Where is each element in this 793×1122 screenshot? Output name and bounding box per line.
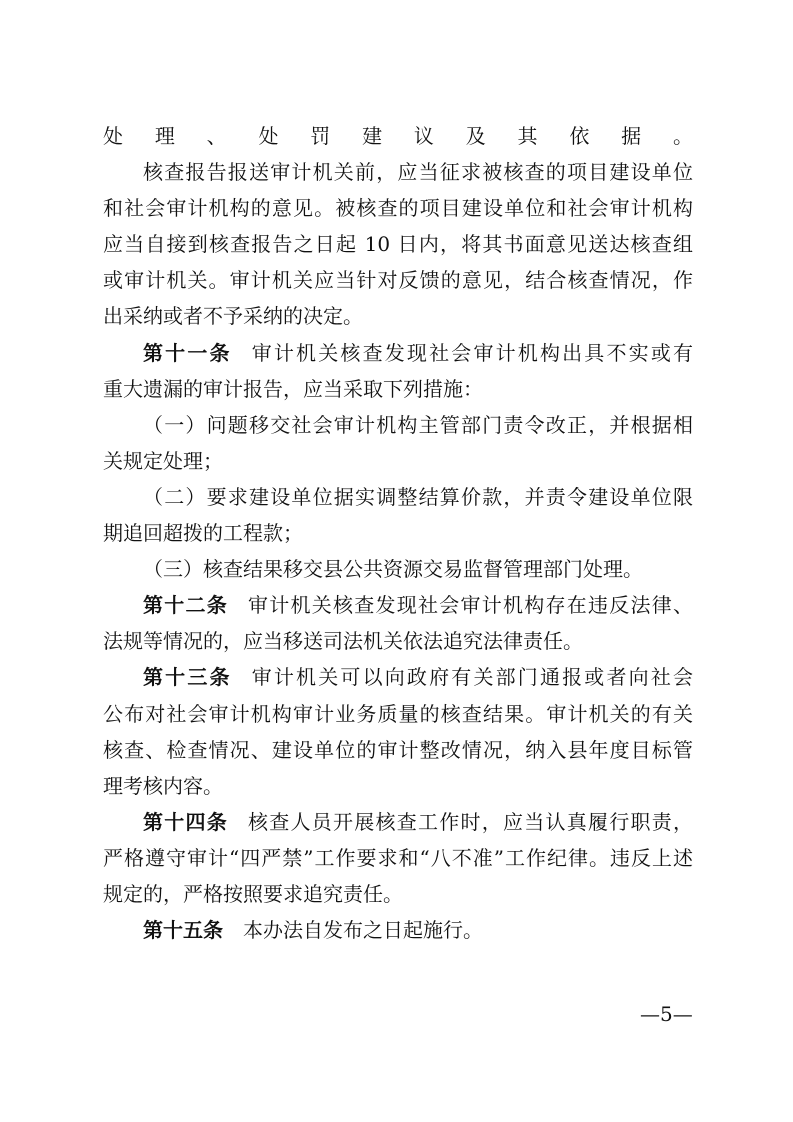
text-line: 期追回超拨的工程款； [103, 521, 303, 546]
text-line: 关规定处理； [103, 448, 223, 473]
article-text: 本办法自发布之日起施行。 [243, 918, 483, 943]
article-text: 审计机关核查发现社会审计机构出具不实或有 [251, 340, 694, 365]
text-line: 重大遗漏的审计报告，应当采取下列措施： [103, 376, 483, 401]
article-11-line [103, 335, 693, 371]
text-line: 规定的，严格按照要求追究责任。 [103, 881, 403, 906]
article-14-line [103, 804, 693, 840]
text-line: 理考核内容。 [103, 773, 223, 798]
text-line: 和社会审计机构的意见。被核查的项目建设单位和社会审计机构 [103, 196, 693, 221]
article-text: 审计机关可以向政府有关部门通报或者向社会 [251, 665, 694, 690]
text-line: 公布对社会审计机构审计业务质量的核查结果。审计机关的有关 [103, 701, 693, 726]
article-label: 第十一条 [143, 340, 232, 365]
article-text: 审计机关核查发现社会审计机构存在违反法律、 [248, 593, 693, 618]
text-line: 核查报告报送审计机关前，应当征求被核查的项目建设单位 [143, 160, 693, 185]
article-12-line [103, 587, 693, 623]
text-line: 应当自接到核查报告之日起 10 日内，将其书面意见送达核查组 [103, 232, 693, 257]
body-text [103, 118, 693, 948]
text-line: 处理、处罚建议及其依据。 [103, 124, 693, 148]
article-label: 第十三条 [143, 665, 232, 690]
list-item: （三）核查结果移交县公共资源交易监督管理部门处理。 [143, 557, 643, 582]
text-line: 出采纳或者不予采纳的决定。 [103, 304, 363, 329]
list-item: （二）要求建设单位据实调整结算价款，并责令建设单位限 [143, 484, 693, 509]
article-label: 第十二条 [143, 593, 228, 618]
list-item: （一）问题移交社会审计机构主管部门责令改正，并根据相 [143, 412, 693, 437]
article-label: 第十四条 [143, 809, 228, 834]
text-line: 严格遵守审计“四严禁”工作要求和“八不准”工作纪律。违反上述 [103, 845, 693, 870]
article-15-line [103, 912, 693, 948]
article-label: 第十五条 [143, 918, 223, 943]
article-13-line [103, 659, 693, 695]
text-line: 法规等情况的，应当移送司法机关依法追究法律责任。 [103, 629, 583, 654]
article-text: 核查人员开展核查工作时，应当认真履行职责， [248, 809, 693, 834]
page-number: —5— [640, 1002, 693, 1026]
text-line: 核查、检查情况、建设单位的审计整改情况，纳入县年度目标管 [103, 737, 693, 762]
text-line: 或审计机关。审计机关应当针对反馈的意见，结合核查情况，作 [103, 268, 693, 293]
